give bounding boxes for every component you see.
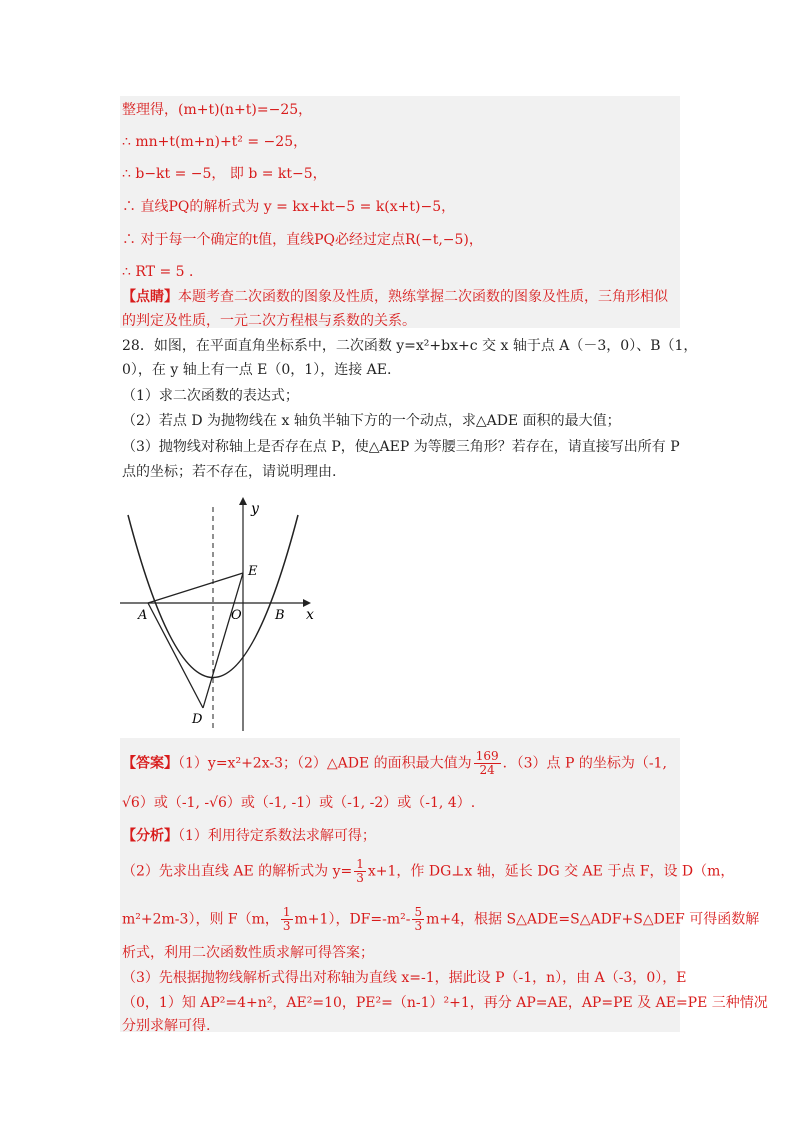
solution-line-6: ∴ RT = 5 ．: [122, 264, 203, 280]
x-axis-arrow: [303, 599, 311, 607]
comment-line-2: 的判定及性质，一元二次方程根与系数的关系。: [122, 313, 416, 329]
solution-line-3: ∴ b−kt = −5， 即 b = kt−5，: [122, 166, 327, 182]
comment-line-1: [122, 287, 668, 307]
analysis-line-6: （0，1）知 AP²=4+n²，AE²=10，PE²=（n-1）²+1，再分 AP=AE，AP=PE 及 AE=PE 三种情况: [122, 995, 768, 1011]
label-e: E: [248, 564, 258, 579]
analysis-p2b-numerator-2: 5: [414, 905, 423, 919]
analysis-p1: （1）利用待定系数法求解可得；: [178, 828, 376, 844]
analysis-p2b-suffix: m+4，根据 S△ADE=S△ADF+S△DEF 可得函数解: [426, 911, 760, 928]
answer-line-1: [122, 750, 667, 777]
answer-1: y=x²+2x-3；: [207, 755, 297, 772]
question-1: （1）求二次函数的表达式；: [122, 388, 299, 404]
answer-2-prefix: （2）△ADE 的面积最大值为: [297, 755, 472, 772]
comment-text-1: 本题考查二次函数的图象及性质，熟练掌握二次函数的图象及性质，三角形相似: [178, 289, 668, 305]
analysis-p2b-fraction-1: [281, 906, 293, 933]
analysis-p2a-fraction: [354, 858, 366, 885]
answer-line-2: √6）或（-1, -√6）或（-1, -1）或（-1, -2）或（-1, 4）.: [122, 795, 476, 811]
answer-3: ．（3）点 P 的坐标为（-1,: [502, 755, 667, 772]
segment-de: [203, 573, 243, 708]
solution-line-5: ∴ 对于每一个确定的t值，直线PQ必经过定点R(−t,−5)，: [122, 232, 483, 248]
solution-line-4: ∴ 直线PQ的解析式为 y = kx+kt−5 = k(x+t)−5，: [122, 199, 456, 215]
analysis-p2b-denominator-1: 3: [282, 919, 291, 933]
analysis-line-1: [122, 826, 376, 846]
analysis-line-4: 析式，利用二次函数性质求解可得答案；: [122, 945, 374, 961]
analysis-label: 【分析】: [122, 828, 178, 844]
answer-1-prefix: （1）: [178, 755, 208, 772]
answer-2-fraction: [474, 750, 501, 777]
answer-2-denominator: 24: [479, 763, 495, 777]
problem-line-1: 28．如图，在平面直角坐标系中，二次函数 y=x²+bx+c 交 x 轴于点 A（－3，0）、B（1，: [122, 338, 698, 354]
answer-label: 【答案】: [122, 755, 178, 772]
question-3a: （3）抛物线对称轴上是否存在点 P，使△AEP 为等腰三角形？若存在，请直接写出所有 P: [122, 439, 680, 455]
label-a: A: [138, 608, 148, 623]
segment-ad: [148, 603, 203, 708]
analysis-p2a-numerator: 1: [356, 857, 364, 871]
label-y: y: [251, 501, 259, 517]
analysis-p2b-fraction-2: [412, 906, 424, 933]
y-axis-arrow: [239, 497, 247, 505]
problem-line-2: 0），在 y 轴上有一点 E（0，1），连接 AE.: [122, 362, 392, 378]
analysis-line-2: [122, 858, 734, 885]
comment-label: 【点睛】: [122, 289, 178, 305]
parabola-figure: [118, 495, 338, 735]
segment-ae: [148, 573, 243, 603]
analysis-p2b-numerator-1: 1: [282, 905, 291, 919]
analysis-line-7: 分别求解可得.: [122, 1018, 211, 1034]
label-x: x: [306, 607, 314, 623]
label-d: D: [192, 712, 203, 727]
analysis-p2a-prefix: （2）先求出直线 AE 的解析式为 y=: [122, 863, 353, 880]
analysis-line-3: [122, 906, 759, 933]
analysis-line-5: （3）先根据抛物线解析式得出对称轴为直线 x=-1，据此设 P（-1，n），由 A（-3，0），E: [122, 970, 687, 986]
question-3b: 点的坐标；若不存在，请说明理由.: [122, 464, 337, 480]
analysis-p2b-middle: m+1），DF=-m²-: [294, 911, 411, 928]
label-b: B: [275, 608, 285, 623]
label-o: O: [231, 608, 242, 623]
analysis-p2a-suffix: x+1，作 DG⊥x 轴，延长 DG 交 AE 于点 F，设 D（m，: [367, 863, 735, 880]
answer-2-numerator: 169: [475, 749, 499, 763]
analysis-p2b-denominator-2: 3: [414, 919, 423, 933]
question-2: （2）若点 D 为抛物线在 x 轴负半轴下方的一个动点，求△ADE 面积的最大值；: [122, 413, 621, 429]
solution-line-2: ∴ mn+t(m+n)+t² = −25，: [122, 134, 308, 150]
solution-line-1: 整理得，(m+t)(n+t)=−25，: [122, 102, 313, 118]
analysis-p2a-denominator: 3: [356, 871, 364, 885]
analysis-p2b-prefix: m²+2m-3），则 F（m，: [122, 911, 279, 928]
